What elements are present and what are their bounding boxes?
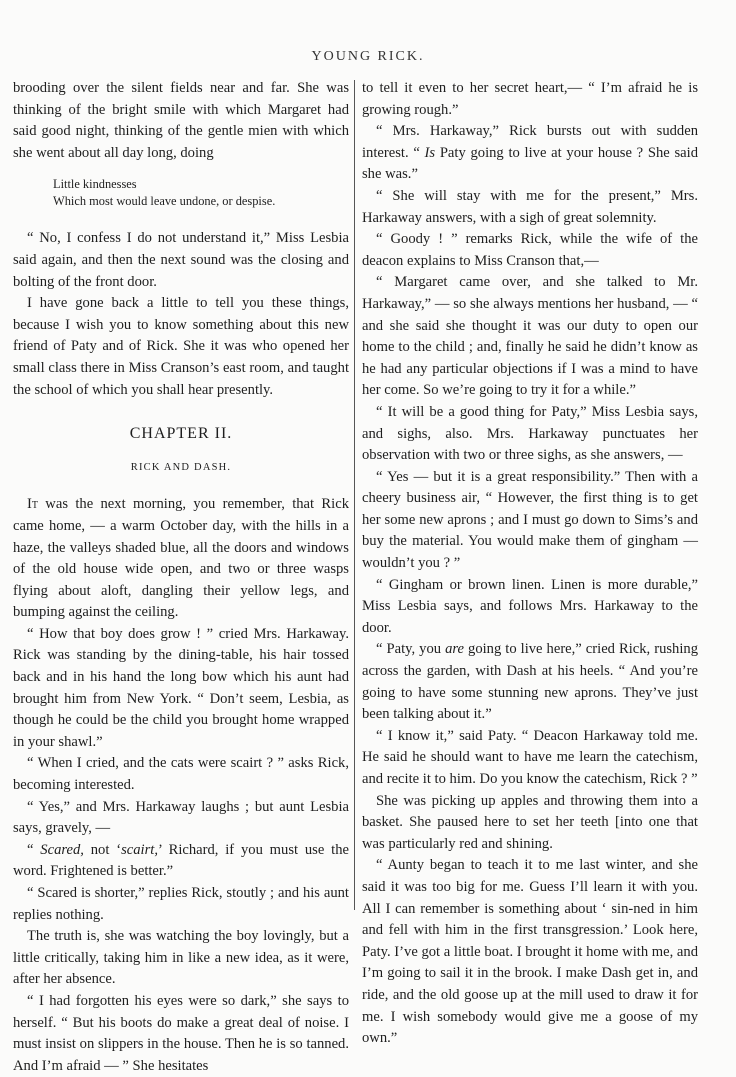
paragraph — [362, 121, 698, 186]
emphasis: are — [445, 641, 464, 658]
emphasis: scairt, — [121, 841, 158, 858]
text-run: not ‘ — [83, 841, 122, 858]
right-column — [362, 78, 698, 1050]
paragraph — [13, 494, 349, 624]
paragraph: The truth is, she was watching the boy lovingly, but a little critically, taking him in like a new idea, as it were, after her absence. — [13, 928, 349, 988]
paragraph: brooding over the silent fields near and far. She was thinking of the bright smile with which Margaret had said good night, thinking of the gentle mien with which she went about all day long, doing — [13, 80, 349, 161]
paragraph: “ Yes — but it is a great responsibility.” Then with a cheery business air, “ However, the first thing is to get her some new aprons ; and I must go down to Sims’s and buy the material. You would make them of gingham — wouldn’t you ? ” — [362, 468, 698, 572]
paragraph: “ When I cried, and the cats were scairt ? ” asks Rick, becoming interested. — [13, 755, 349, 794]
paragraph: “ I had forgotten his eyes were so dark,” she says to herself. “ But his boots do make a great deal of noise. I must insist on slippers in the house. Then he is so tanned. And I’m afraid — ” She hesitates — [13, 992, 349, 1074]
emphasis: Is — [424, 144, 436, 161]
paragraph: I have gone back a little to tell you these things, because I wish you to know something about this new friend of Paty and of Rick. She it was who opened her small class there in Miss Cranson’s east room, and taught the school of which you shall hear presently. — [13, 295, 349, 398]
text-run: “ — [27, 841, 41, 858]
text-run: Paty going to live at your house ? She said she was.” — [362, 144, 698, 183]
verse-line: Little kindnesses — [53, 177, 137, 192]
chapter-subtitle: RICK AND DASH. — [130, 461, 232, 473]
paragraph: “ Margaret came over, and she talked to Mr. Harkaway,” — so she always mentions her husband, — “ and she said she thought it was our duty to open our home to the child ; and, finally he said he didn’t know as he had any particular objections if I was a mind to have her come. So we’re going to try it for a while.” — [362, 274, 698, 399]
text-run: “ Paty, you — [376, 641, 446, 658]
paragraph: “ I know it,” said Paty. “ Deacon Harkaway told me. He said he should want to have me learn the catechism, and recite it to him. Do you know the catechism, Rick ? ” — [362, 727, 698, 787]
verse-line: Which most would leave undone, or despise. — [53, 194, 276, 209]
paragraph-text: was the next morning, you remember, that Rick came home, — a warm October day, with the hills in a haze, the valleys shaded blue, all the doors and windows of the old house wide open, and two or three wasps flying about aloft, dangling their yellow legs, and bumping against the ceiling. — [13, 496, 349, 621]
paragraph: “ Gingham or brown linen. Linen is more durable,” Miss Lesbia says, and follows Mrs. Harkaway to the door. — [362, 576, 698, 636]
paragraph: “ Yes,” and Mrs. Harkaway laughs ; but aunt Lesbia says, gravely, — — [13, 798, 349, 837]
paragraph: “ Goody ! ” remarks Rick, while the wife of the deacon explains to Miss Cranson that,— — [362, 231, 698, 269]
chapter-title: CHAPTER II. — [129, 425, 233, 443]
lead-word: It — [27, 496, 38, 513]
text-run: going to live here,” cried Rick, rushing across the garden, with Dash at his heels. “ And you’re going to have some stunning new aprons. They’ve just been talking about it.” — [362, 641, 698, 723]
paragraph: “ Scared is shorter,” replies Rick, stoutly ; and his aunt replies nothing. — [13, 885, 349, 923]
paragraph: “ She will stay with me for the present,” Mrs. Harkaway answers, with a sigh of great solemnity. — [362, 187, 698, 226]
paragraph: “ How that boy does grow ! ” cried Mrs. Harkaway. Rick was standing by the dining-table, his hair tossed back and in his hand the long bow which his aunt had brought him from New York. “ Don’t seem, Lesbia, as though he could be the child you brought home wrapped in your shawl.” — [13, 625, 349, 750]
running-head: YOUNG RICK. — [311, 49, 425, 64]
left-column — [13, 78, 349, 1077]
paragraph — [362, 639, 698, 725]
paragraph — [13, 840, 349, 883]
text-run: “ Mrs. Harkaway,” Rick bursts out with sudden interest. “ — [362, 123, 698, 161]
text-run: ’ Richard, if you must use the word. Frightened is better.” — [13, 841, 349, 880]
paragraph: “ Aunty began to teach it to me last winter, and she said it was too big for me. Guess I’ll learn it with you. All I can remember is something about ‘ sin-ned in him and fell with him in the first transgression.’ Look here, Paty. I’ve got a little boat. I brought it home with me, and I’m going to sail it in the brook. I make Dash get in, and ride, and the old goose up at the mill used to draw it for me. I wish somebody would give me a goose of my own.” — [362, 857, 698, 1047]
paragraph: to tell it even to her secret heart,— “ I’m afraid he is growing rough.” — [362, 80, 698, 118]
column-divider — [354, 80, 355, 910]
emphasis: Scared, — [40, 841, 84, 858]
verse-quote — [53, 176, 349, 210]
paragraph: “ It will be a good thing for Paty,” Miss Lesbia says, and sighs, also. Mrs. Harkaway punctuates her observation with two or three sighs, as she answers, — — [362, 403, 698, 464]
paragraph: “ No, I confess I do not understand it,” Miss Lesbia said again, and then the next sound was the closing and bolting of the front door. — [13, 230, 349, 290]
paragraph: She was picking up apples and throwing them into a basket. She paused here to set her teeth [into one that was particularly red and shining. — [362, 792, 698, 852]
